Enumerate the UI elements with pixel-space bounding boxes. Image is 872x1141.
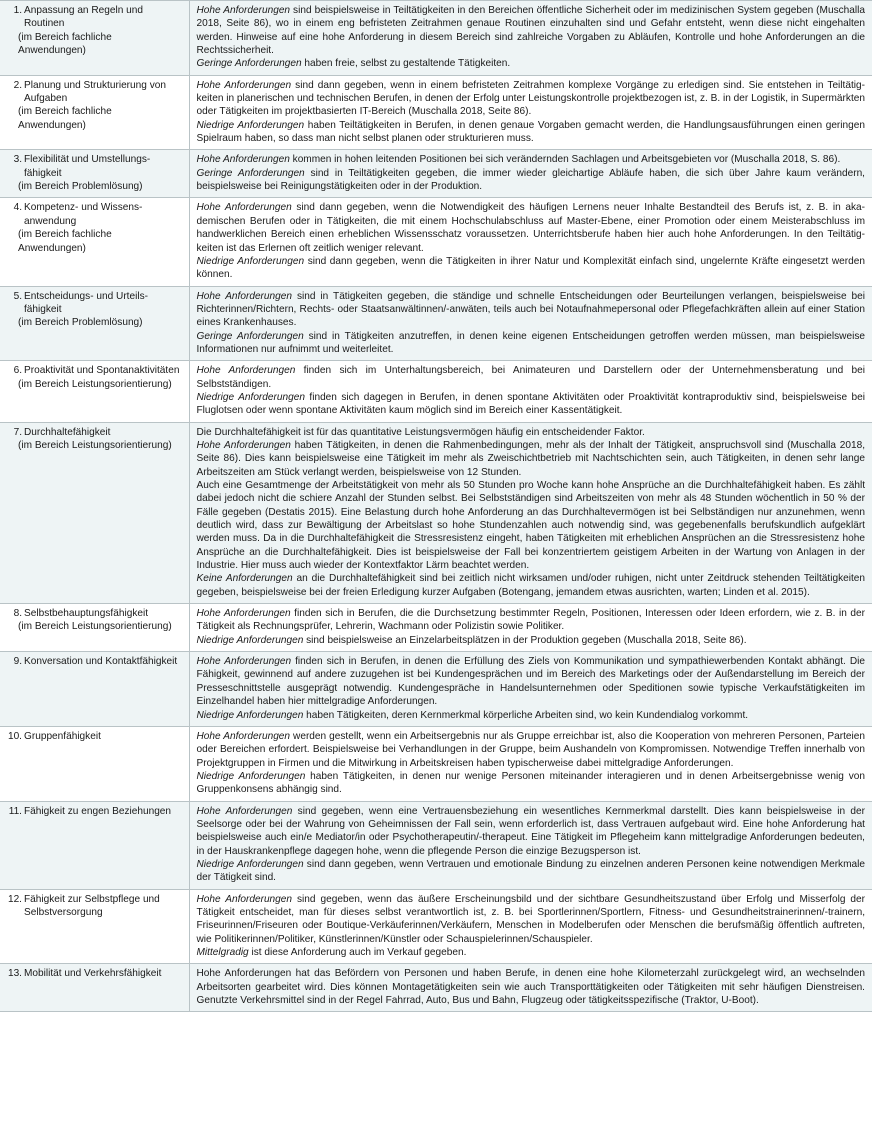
table-row bbox=[0, 652, 872, 727]
row-number: 7. bbox=[13, 426, 22, 438]
row-description-cell bbox=[189, 422, 872, 603]
row-title bbox=[7, 607, 182, 620]
requirement-level-term: Niedrige Anforderungen bbox=[196, 391, 305, 403]
table-row bbox=[0, 361, 872, 422]
row-domain: (im Bereich fachliche Anwendungen) bbox=[18, 106, 112, 131]
description-text: sind gegeben, wenn eine Vertrauensbeziehung ein wesentliches Kernmerkmal darstellt. Dies kann beispielsweise in der Seelsorge oder bei der Wahrung von Geheimnissen der Fall sein, wenn erforderlich ist, dass Vertrauen aufgebaut wird. Eine hohe Anforderung hat beispielsweise auch ein/e Mediator/in oder Psychotherapeutin/-therapeut. Eine Tätigkeit im Pflegeheim kann mittelgradige Anforderungen bedeuten, in der Hauskrankenpflege dagegen hohe, wenn die pflegende Person die einzige Bezugsperson ist. bbox=[196, 805, 865, 857]
row-title-text: Durchhaltefähigkeit bbox=[24, 426, 111, 438]
description-paragraph bbox=[197, 364, 866, 391]
row-title-text: Anpassung an Regeln und Routinen bbox=[24, 5, 143, 30]
description-text: haben Tätigkeiten, in denen die Rahmenbedingungen, mehr als der Inhalt der Tätigkeit, anspruchsvoll sind (Muschalla 2018, Seite 86). Dies kann beispielsweise eine Tätigkeit im mehr als Zweischichtbetrieb mit Nachtschichten sein, auch Tätigkeiten, in denen sehr lange Arbeitszeiten am Stück verlangt werden, beispielsweise von 12 Stunden. bbox=[196, 439, 866, 478]
row-number: 10. bbox=[7, 730, 22, 742]
description-paragraph bbox=[197, 709, 866, 722]
description-paragraph bbox=[197, 730, 866, 770]
row-title-text: Entscheidungs- und Urteilsfähigkeit bbox=[24, 290, 149, 315]
table-row bbox=[0, 604, 872, 652]
requirement-level-term: Niedrige Anforderungen bbox=[196, 634, 304, 646]
description-text: finden sich dagegen in Berufen, in denen spontane Aktivitäten oder Proaktivität kontraproduktiv sind, beispielsweise bei Fluglotsen oder wenn spontane Aktivitäten kaum möglich sind im Bereich einer Kassentätigkeit. bbox=[196, 391, 865, 417]
row-title-text: Konversation und Kontaktfähigkeit bbox=[24, 656, 178, 668]
row-title bbox=[7, 290, 182, 317]
description-paragraph bbox=[197, 79, 866, 119]
table-row bbox=[0, 1, 872, 76]
requirement-level-term: Hohe Anforderungen bbox=[196, 805, 293, 817]
row-title bbox=[7, 730, 182, 743]
description-paragraph bbox=[197, 607, 866, 634]
row-number: 8. bbox=[13, 608, 22, 620]
row-number: 13. bbox=[7, 968, 22, 980]
row-number: 9. bbox=[13, 656, 22, 668]
description-text: sind beispielsweise in Teiltätigkeiten in den Bereichen öffentliche Sicherheit oder im medizinischen System gegeben (Muschalla 2018, Seite 86), wo in einem eng befristeten Zeitrahmen genaue Routinen einzuhalten sind und Gefahr entsteht, wenn diese nicht eingehalten werden. Hinweise auf eine hohe Anforderung in diesem Bereich sind zahlreiche Vorgaben zu Abläufen, Kontrolle und hohe Anforderungen an die Rechtssicherheit. bbox=[196, 5, 865, 57]
description-paragraph bbox=[197, 255, 866, 282]
row-title bbox=[7, 893, 182, 920]
description-text: haben Tätigkeiten, deren Kernmerkmal körperliche Arbeiten sind, wo kein Kundendialog vorkommt. bbox=[303, 709, 749, 721]
description-paragraph bbox=[197, 391, 866, 418]
table-row bbox=[0, 801, 872, 889]
row-description-cell bbox=[189, 1, 872, 76]
row-title-text: Fähigkeit zu engen Beziehungen bbox=[24, 805, 172, 817]
row-title bbox=[7, 79, 182, 106]
row-description-cell bbox=[189, 198, 872, 286]
row-number: 3. bbox=[13, 154, 22, 166]
description-text: kommen in hohen leitenden Positionen bei sich verändernden Sachlagen und Arbeitsgebieten vor (Muschalla 2018, S. 86). bbox=[289, 154, 841, 166]
row-description-cell bbox=[189, 801, 872, 889]
requirement-level-term: Geringe Anforderungen bbox=[196, 167, 305, 179]
row-label-cell bbox=[0, 604, 189, 652]
requirement-level-term: Hohe Anforderungen bbox=[196, 730, 291, 742]
table-row bbox=[0, 286, 872, 361]
row-label-cell bbox=[0, 652, 189, 727]
description-paragraph bbox=[197, 967, 866, 1007]
requirement-level-term: Geringe Anforderungen bbox=[196, 330, 304, 342]
row-label-cell bbox=[0, 964, 189, 1012]
row-title bbox=[7, 805, 182, 818]
row-title-text: Proaktivität und Spontanaktivitäten bbox=[24, 365, 180, 377]
description-text: Auch eine Gesamtmenge der Arbeitstätigkeit von mehr als 50 Stunden pro Woche kann hohe Ansprüche an die Durchhaltefähigkeit haben. Es zählt dabei jedoch nicht die schiere Anzahl der Stunden selbst. Bei Selbstständigen sind Arbeitszeiten von mehr als 48 Stunden wöchentlich in 50 % der Fälle gegeben (Destatis 2015). Eine Belastung durch hohe Anforderung an das Durchhaltevermögen ist bei Selbständigen nur anzunehmen, wenn deutlich wird, dass zur Bewältigung der Arbeitslast so hohe Stundenzahlen auch notwendig sind, was gegebenenfalls berufskundlich aufgeklärt werden muss. Da in die Durchhaltefähigkeit die Stressresistenz eingeht, haben Tätigkeiten mit erheblichen Ansprüchen an die Stressresistenz hohe Ansprüche an die Durchhaltefähigkeit. Dies ist beispielsweise der Fall bei konzentriertem geistigem Arbeiten in der Wartung von Anlagen in der Industrie. Hier muss auch wieder der Kontextfaktor Lärm beachtet werden. bbox=[196, 480, 865, 572]
requirement-level-term: Hohe Anforderungen bbox=[196, 290, 292, 302]
description-paragraph bbox=[197, 572, 866, 599]
description-text: sind beispielsweise an Einzelarbeitsplätzen in der Produktion gegeben (Muschalla 2018, Seite 86). bbox=[303, 634, 747, 646]
description-text: sind in Teiltätigkeiten gegeben, die immer wieder gleichartige Abläufe haben, die sich über Jahre kaum verändern, beispielsweise bei Reinigungstätigkeiten oder in der Produktion. bbox=[196, 167, 865, 193]
requirement-level-term: Niedrige Anforderungen bbox=[196, 255, 305, 267]
row-description-cell bbox=[189, 726, 872, 801]
table-row bbox=[0, 964, 872, 1012]
row-title bbox=[7, 4, 182, 31]
row-title-text: Planung und Strukturierung von Aufgaben bbox=[24, 79, 166, 105]
row-number: 4. bbox=[13, 202, 22, 214]
requirement-level-term: Hohe Anforderungen bbox=[196, 656, 292, 668]
row-title bbox=[7, 201, 182, 228]
row-number: 1. bbox=[13, 5, 22, 16]
requirement-level-term: Hohe Anforderungen bbox=[196, 202, 292, 214]
row-title-text: Gruppenfähigkeit bbox=[24, 730, 101, 742]
table-row bbox=[0, 889, 872, 964]
description-text: haben Tätigkeiten, in denen nur wenige Personen miteinander interagieren und in denen Arbeitsergebnisse wenig von Gruppenkonsens abhängig sind. bbox=[196, 770, 865, 796]
row-number: 2. bbox=[13, 79, 22, 91]
row-label-cell bbox=[0, 75, 189, 150]
description-paragraph bbox=[197, 4, 866, 57]
description-paragraph bbox=[197, 201, 866, 254]
row-number: 11. bbox=[8, 805, 22, 817]
row-number: 6. bbox=[13, 365, 22, 377]
description-text: an die Durchhaltefähigkeit sind bei zeitlich nicht wirksamen und/oder ruhigen, nicht unter Zeitdruck stehenden Teiltätigkeiten gegeben, beispielsweise bei der freien Erledigung kurzer Aufgaben (Botengang, jemandem etwas ausrichten, warten; Linden et al. 2015). bbox=[196, 573, 865, 598]
row-title bbox=[7, 967, 182, 980]
description-paragraph bbox=[197, 57, 866, 70]
description-text: sind gegeben, wenn das äußere Erscheinungsbild und der sichtbare Gesundheitszustand über Erfolg und Misserfolg der Tätigkeit entscheidet, man für dieses selbst verantwortlich ist, z. B. bei Sportlerinnen/Sportlern, Fitness- und Gesundheitstrainerinnen/-trainern, Friseurinnen/Friseuren oder Boutique-Verkäuferinnen/Verkäufern, Menschen in Modelberufen oder Menschen die berufsmäßig öffentlich auftreten, wie Politikerinnen/Politiker, Künstlerinnen/Künstler oder Schauspielerinnen/Schauspieler. bbox=[196, 893, 865, 945]
row-title-text: Fähigkeit zur Selbstpflege und Selbstversorgung bbox=[24, 893, 160, 918]
description-paragraph bbox=[197, 946, 866, 959]
requirement-level-term: Hohe Anforderungen bbox=[196, 365, 296, 377]
description-paragraph bbox=[197, 479, 866, 572]
description-paragraph bbox=[197, 655, 866, 708]
description-paragraph bbox=[197, 153, 866, 166]
description-paragraph bbox=[197, 439, 866, 479]
row-description-cell bbox=[189, 889, 872, 964]
description-paragraph bbox=[197, 770, 866, 797]
row-label-cell bbox=[0, 150, 189, 198]
row-description-cell bbox=[189, 604, 872, 652]
row-label-cell bbox=[0, 361, 189, 422]
row-label-cell bbox=[0, 422, 189, 603]
description-paragraph bbox=[197, 426, 866, 439]
description-paragraph bbox=[197, 893, 866, 946]
table-body bbox=[0, 1, 872, 1012]
row-title bbox=[7, 655, 182, 668]
table-row bbox=[0, 198, 872, 286]
requirement-level-term: Niedrige Anforderungen bbox=[196, 770, 306, 782]
row-domain: (im Bereich fachliche Anwendungen) bbox=[18, 229, 112, 254]
row-number: 12. bbox=[7, 893, 22, 905]
description-text: sind in Tätigkeiten gegeben, die ständige und schnelle Entscheidungen oder Beurteilungen verlangen, beispielsweise bei Richterinnen/Richtern, Rechts- oder Staatsanwältinnen/-anwäten, teils auch bei Notaufnahmepersonal oder Pflegefachkräften allein auf einer Station eines Krankenhauses. bbox=[196, 290, 866, 329]
requirement-level-term: Mittelgradig bbox=[196, 947, 249, 958]
requirement-level-term: Hohe Anforderungen bbox=[196, 5, 291, 16]
row-domain: (im Bereich Problemlösung) bbox=[18, 317, 143, 329]
row-label-cell bbox=[0, 801, 189, 889]
description-paragraph bbox=[197, 634, 866, 647]
description-text: ist diese Anforderung auch im Verkauf gegeben. bbox=[248, 947, 467, 958]
row-label-cell bbox=[0, 889, 189, 964]
row-label-cell bbox=[0, 726, 189, 801]
row-title-text: Selbstbehauptungsfähigkeit bbox=[24, 608, 149, 620]
description-text: Hohe Anforderungen hat das Befördern von Personen und haben Berufe, in denen eine hohe Kilometerzahl zurückgelegt wird, an wechselnden Arbeitsorten gearbeitet wird. Dies können Montagetätigkeiten sein wie auch Transporttätigkeiten oder Tätigkeiten mit sehr häufigen Dienstreisen. Genutzte Verkehrsmittel sind in der Regel Fahrrad, Auto, Bus und Bahn, Flugzeug oder tätigkeitsspezifische (Traktor, U-Boot). bbox=[196, 968, 865, 1007]
requirement-level-term: Hohe Anforderungen bbox=[196, 893, 293, 905]
row-description-cell bbox=[189, 75, 872, 150]
row-title bbox=[7, 364, 182, 377]
requirement-level-term: Niedrige Anforderungen bbox=[196, 119, 305, 131]
description-paragraph bbox=[197, 330, 866, 357]
row-description-cell bbox=[189, 964, 872, 1012]
row-title bbox=[7, 426, 182, 439]
requirement-level-term: Hohe Anforderungen bbox=[196, 154, 290, 166]
requirement-level-term: Hohe Anforderungen bbox=[196, 79, 292, 91]
description-text: Die Durchhaltefähigkeit ist für das quantitative Leistungsvermögen häufig ein entscheidender Faktor. bbox=[196, 426, 645, 438]
table-row bbox=[0, 75, 872, 150]
description-text: finden sich im Unterhaltungsbereich, bei Animateuren und Darstellern oder der Unternehmensberatung und bei Selbstständigen. bbox=[196, 365, 865, 390]
description-text: sind dann gegeben, wenn die Tätigkeiten in ihrer Natur und Komplexität einfach sind, ungelernte Kräfte eingesetzt werden können. bbox=[196, 255, 865, 281]
row-domain: (im Bereich fachliche Anwendungen) bbox=[18, 31, 112, 57]
table-row bbox=[0, 422, 872, 603]
description-text: sind dann gegeben, wenn in einem befristeten Zeitrahmen komplexe Vorgänge zu erledigen sind. Sie entstehen in Teiltätigkeiten in planerischen und technischen Berufen, in denen der Erfolg unter Leistungskontrolle projektbezogen ist, z. B. in der Logistik, in Supermärkten oder Tätigkeiten im projektbasierten IT-Bereich (Muschalla 2018, Seite 86). bbox=[196, 79, 865, 118]
requirement-level-term: Keine Anforderungen bbox=[196, 573, 293, 585]
row-number: 5. bbox=[13, 290, 22, 302]
description-text: sind in Tätigkeiten anzutreffen, in denen keine eigenen Entscheidungen getroffen werden müssen, man beispielsweise Informationen nur aufnimmt und weiterleitet. bbox=[196, 330, 865, 355]
requirement-level-term: Niedrige Anforderungen bbox=[196, 709, 304, 721]
description-text: sind dann gegeben, wenn die Notwendigkeit des häufigen Lernens neuer Inhalte Bestandteil des Berufs ist, z. B. in akademischen Berufen oder in Tätigkeiten, die mit einem Hochschulabschluss auf Master-Ebene, einer Promotion oder einem Meisterabschluss im handwerklichen Bereich einen erheblichen Wissensschatz voraussetzen. Unterrichtsberufe haben hier auch hohe Anforderungen. In den Teiltätigkeiten ist das Erlernen oft zeitlich weniger relevant. bbox=[196, 202, 866, 254]
description-text: haben freie, selbst zu gestaltende Tätigkeiten. bbox=[301, 58, 511, 70]
table-row bbox=[0, 150, 872, 198]
description-text: werden gestellt, wenn ein Arbeitsergebnis nur als Gruppe erreichbar ist, also die Kooperation von mehreren Personen, Parteien oder Bereichen erfordert. Beispielsweise bei Verhandlungen in der Gruppe, beim Aushandeln von Kompromissen. Notwendige Treffen innerhalb von Projektgruppen in Firmen und die Mitwirkung in Arbeitskreisen haben typischerweise dabei mittelgradige Anforderungen. bbox=[196, 730, 866, 769]
description-paragraph bbox=[197, 290, 866, 330]
row-label-cell bbox=[0, 286, 189, 361]
requirement-level-term: Niedrige Anforderungen bbox=[196, 858, 304, 870]
row-title bbox=[7, 153, 182, 180]
description-text: finden sich in Berufen, in denen die Erfüllung des Ziels von Kommunikation und sympathiewerbenden Kontakt abhängt. Die Fähigkeit, gewinnend auf andere zuzugehen ist bei Kundengesprächen und im Bereich des Marketings oder der Außendarstellung im Bereich der Presseschnittstelle ausgeprägt notwendig. Kundengespräche in Handelsunternehmen oder Speditionen sowie typische Verkaufstätigkeiten im Einzelhandel haben hier mittelgradige Anforderungen. bbox=[196, 656, 865, 708]
row-domain: (im Bereich Leistungsorientierung) bbox=[18, 621, 172, 633]
row-description-cell bbox=[189, 361, 872, 422]
row-description-cell bbox=[189, 286, 872, 361]
row-description-cell bbox=[189, 652, 872, 727]
requirement-level-term: Geringe Anforderungen bbox=[196, 58, 302, 70]
row-domain: (im Bereich Leistungsorientierung) bbox=[18, 439, 172, 451]
description-paragraph bbox=[197, 119, 866, 146]
requirement-level-term: Hohe Anforderungen bbox=[196, 608, 291, 620]
row-domain: (im Bereich Problemlösung) bbox=[18, 181, 143, 193]
description-text: sind dann gegeben, wenn Vertrauen und emotionale Bindung zu einzelnen anderen Personen keine notwendigen Merkmale der Tätigkeit sind. bbox=[196, 858, 865, 884]
row-title-text: Kompetenz- und Wissensanwendung bbox=[24, 202, 143, 227]
row-description-cell bbox=[189, 150, 872, 198]
table-row bbox=[0, 726, 872, 801]
description-paragraph bbox=[197, 858, 866, 885]
description-text: finden sich in Berufen, die die Durchsetzung bestimmter Regeln, Positionen, Interessen oder Ideen erfordern, wie z. B. in der Tätigkeit als Rechnungsprüfer, Lehrerin, Wachmann oder Polizistin sowie Politiker. bbox=[196, 608, 865, 633]
description-paragraph bbox=[197, 805, 866, 858]
row-label-cell bbox=[0, 198, 189, 286]
description-paragraph bbox=[197, 167, 866, 194]
description-text: haben Teiltätigkeiten in Berufen, in denen genaue Vorgaben gemacht werden, die Handlungsausführungen einen geringen Spielraum haben, so dass man nicht selbst planen oder strukturieren muss. bbox=[196, 119, 865, 145]
row-title-text: Flexibilität und Umstellungsfähigkeit bbox=[24, 154, 151, 179]
row-domain: (im Bereich Leistungsorientierung) bbox=[18, 378, 172, 390]
row-label-cell bbox=[0, 1, 189, 76]
row-title-text: Mobilität und Verkehrsfähigkeit bbox=[24, 968, 162, 980]
requirement-level-term: Hohe Anforderungen bbox=[196, 439, 291, 451]
